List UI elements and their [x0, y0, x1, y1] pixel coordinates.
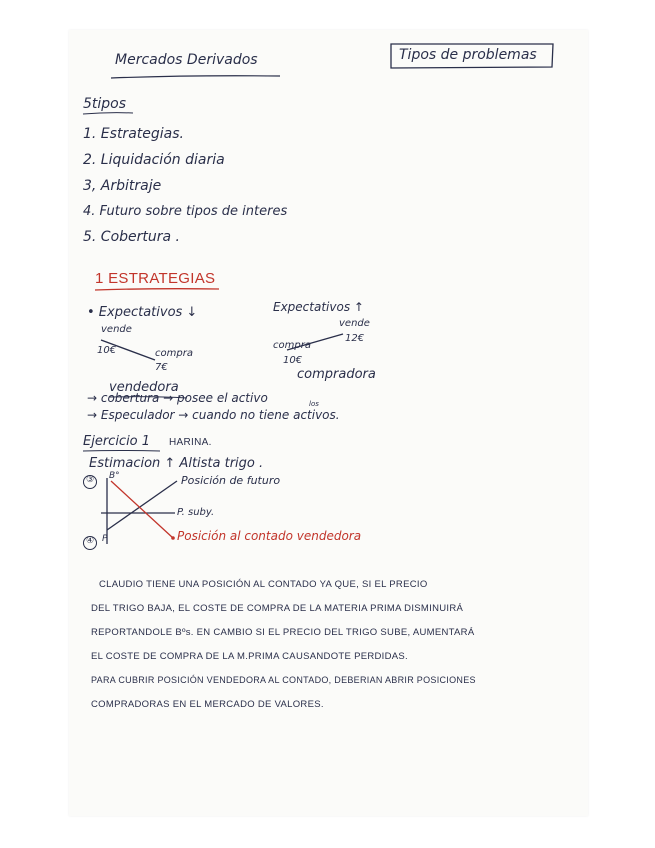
- exercise-title: Ejercicio 1: [83, 434, 151, 449]
- section-title: 1 ESTRATEGIAS: [95, 270, 216, 287]
- page-title: Mercados Derivados: [115, 52, 258, 68]
- axis-bottom-label: P: [102, 534, 108, 544]
- left-role: vendedora: [109, 380, 179, 395]
- list-item: 2. Liquidación diaria: [83, 152, 225, 168]
- left-price-high: 10€: [97, 345, 117, 356]
- left-heading: • Expectativos ↓: [87, 305, 198, 320]
- note-line: → Especulador → cuando no tiene activos.: [87, 408, 340, 422]
- list-item: 3, Arbitraje: [83, 178, 162, 194]
- exercise-estimate: Estimacion ↑ Altista trigo .: [89, 456, 264, 471]
- list-item: 1. Estrategias.: [83, 126, 184, 142]
- explanation-line: CLAUDIO TIENE UNA POSICIÓN AL CONTADO YA QUE, SI EL PRECIO: [99, 579, 428, 590]
- explanation-line: COMPRADORAS EN EL MERCADO DE VALORES.: [91, 699, 324, 710]
- left-price-low: 7€: [155, 362, 168, 373]
- future-position-label: Posición de futuro: [181, 474, 281, 487]
- right-vende: vende: [339, 318, 370, 329]
- explanation-line: EL COSTE DE COMPRA DE LA M.PRIMA CAUSANDOTE PERDIDAS.: [91, 651, 408, 662]
- underlying-price-label: P. suby.: [177, 507, 215, 518]
- exercise-subtitle: HARINA.: [169, 437, 212, 448]
- left-vende: vende: [101, 324, 132, 335]
- right-price-low: 10€: [283, 355, 303, 366]
- list-item: 4. Futuro sobre tipos de interes: [83, 204, 288, 219]
- axis-top-label: B°: [109, 471, 120, 481]
- right-heading: Expectativos ↑: [273, 300, 364, 314]
- circle-number: ④: [86, 536, 95, 546]
- explanation-line: DEL TRIGO BAJA, EL COSTE DE COMPRA DE LA MATERIA PRIMA DISMINUIRÁ: [91, 603, 464, 614]
- explanation-line: REPORTANDOLE Bºs. EN CAMBIO SI EL PRECIO DEL TRIGO SUBE, AUMENTARÁ: [91, 627, 475, 638]
- right-compra: compra: [273, 340, 311, 351]
- list-item: 5. Cobertura .: [83, 229, 181, 245]
- notebook-page: [69, 30, 588, 816]
- circle-number: ③: [86, 475, 95, 485]
- right-role: compradora: [297, 367, 376, 382]
- note-line: → cobertura → posee el activo: [87, 391, 268, 405]
- topic-tag: Tipos de problemas: [399, 47, 537, 63]
- right-price-high: 12€: [345, 333, 365, 344]
- types-heading: 5tipos: [83, 96, 127, 112]
- spot-position-label: Posición al contado vendedora: [177, 529, 362, 543]
- left-compra: compra: [155, 348, 193, 359]
- note-superscript: los: [309, 400, 319, 408]
- explanation-line: PARA CUBRIR POSICIÓN VENDEDORA AL CONTADO, DEBERIAN ABRIR POSICIONES: [91, 675, 476, 685]
